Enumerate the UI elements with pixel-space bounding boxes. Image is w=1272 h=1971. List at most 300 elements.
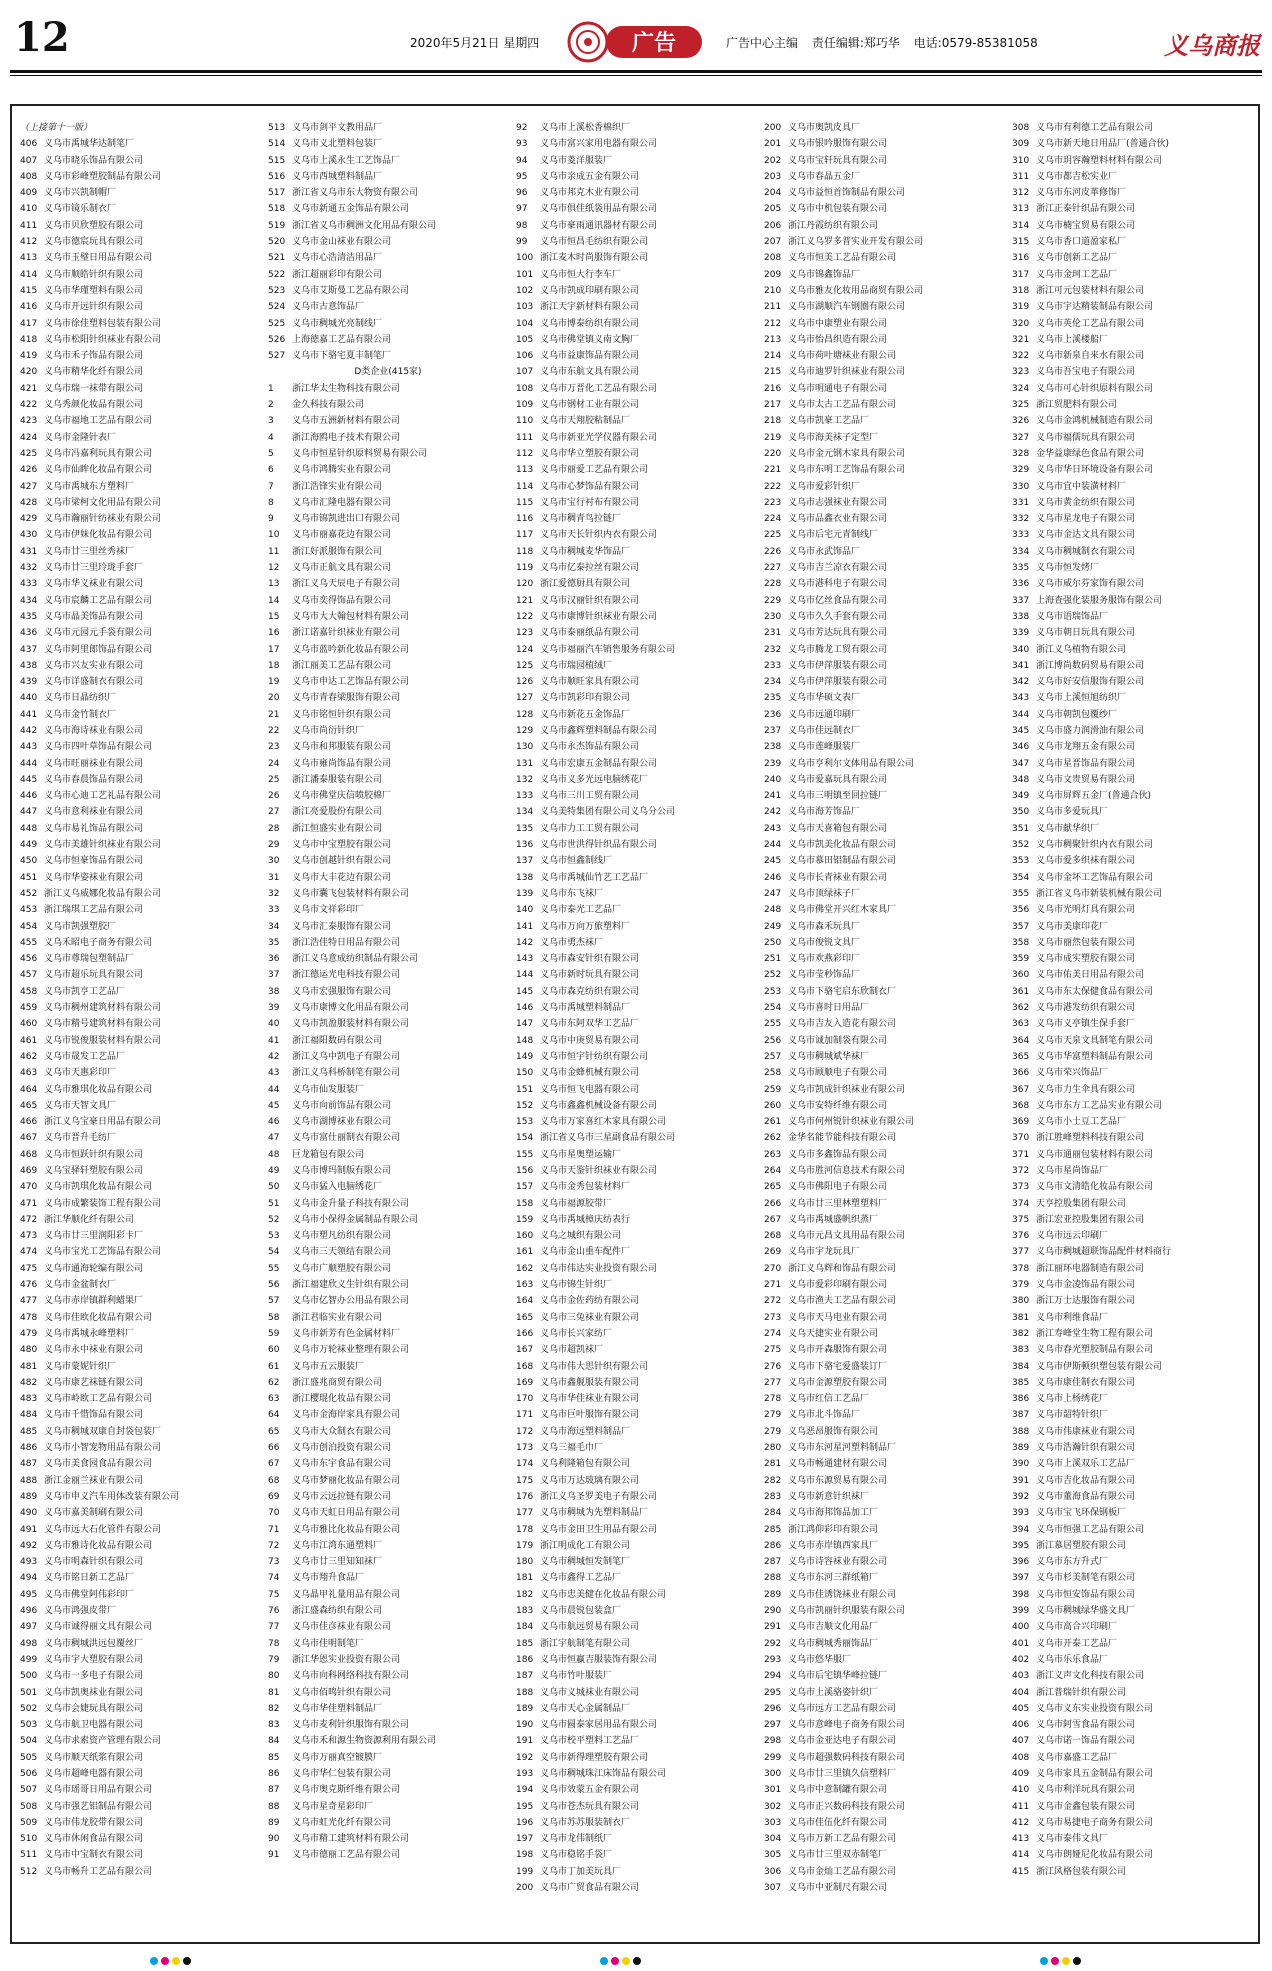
- entry-number: 223: [764, 497, 782, 508]
- entry-number: 175: [516, 1475, 534, 1486]
- company-entry: [764, 609, 1004, 625]
- entry-number: 295: [764, 1687, 782, 1698]
- entry-number: 2: [268, 400, 274, 411]
- company-entry: [516, 544, 756, 560]
- company-name: 义乌市精工建筑材料有限公司: [292, 1834, 410, 1845]
- company-name: 义乌市凯成针织袜业有限公司: [788, 1084, 906, 1095]
- company-name: 义乌市朝日玩具有限公司: [1036, 628, 1136, 639]
- company-entry: [516, 462, 756, 478]
- entry-number: 212: [764, 318, 782, 329]
- company-name: 义乌市仙发服装厂: [292, 1084, 365, 1095]
- entry-number: 264: [764, 1166, 782, 1176]
- company-name: 义乌市尚衍针织厂: [292, 725, 365, 736]
- company-entry: [1012, 1342, 1252, 1358]
- company-entry: [764, 1766, 1004, 1782]
- entry-number: 183: [516, 1606, 534, 1617]
- entry-number: 21: [268, 709, 280, 720]
- entry-number: 436: [20, 628, 38, 639]
- company-entry: [268, 1179, 508, 1195]
- entry-number: 87: [268, 1785, 280, 1796]
- entry-number: 302: [764, 1801, 782, 1812]
- company-name: 义乌市朝凯包覆纱厂: [1036, 709, 1118, 720]
- company-name: 浙江浩锋实业有限公司: [292, 481, 383, 492]
- company-entry: [516, 1114, 756, 1130]
- company-entry: [516, 674, 756, 690]
- entry-number: 472: [20, 1214, 38, 1225]
- company-name: 浙江省义乌市新装机械有限公司: [1036, 888, 1163, 899]
- company-entry: [764, 1065, 1004, 1081]
- company-entry: [20, 576, 260, 592]
- company-entry: [268, 1685, 508, 1701]
- company-name: 义乌市新亚光学仪器有限公司: [540, 432, 658, 443]
- entry-number: 457: [20, 970, 38, 981]
- company-name: 义乌市通海轮编有限公司: [44, 1263, 144, 1274]
- company-entry: [268, 1293, 508, 1309]
- section-heading: D类企业(415家): [354, 367, 422, 378]
- company-name: 义乌市瑞园植绒厂: [540, 660, 613, 671]
- company-name: 义乌市开森服饰有限公司: [788, 1345, 888, 1356]
- company-entry: [20, 446, 260, 462]
- company-name: 义乌市开远针织有限公司: [44, 302, 144, 313]
- company-entry: [764, 1522, 1004, 1538]
- company-name: 义乌市中宝制衣有限公司: [44, 1850, 144, 1861]
- company-name: 浙江万士达服饰有限公司: [1036, 1296, 1136, 1307]
- company-entry: [1012, 1717, 1252, 1733]
- company-name: 浙江义乌罗多普实业开发有限公司: [788, 237, 924, 248]
- entry-number: 481: [20, 1361, 38, 1372]
- company-name: 义乌市天泉文具制笔有限公司: [1036, 1035, 1154, 1046]
- company-name: 义乌市畅升工艺品有限公司: [44, 1866, 153, 1877]
- entry-number: 156: [516, 1166, 534, 1176]
- entry-number: 201: [764, 139, 782, 150]
- entry-number: 465: [20, 1100, 38, 1111]
- entry-number: 369: [1012, 1117, 1030, 1128]
- company-name: 义乌市怡昌织造有限公司: [788, 334, 888, 345]
- company-entry: [1012, 919, 1252, 935]
- company-entry: [20, 1212, 260, 1228]
- company-entry: [764, 625, 1004, 641]
- entry-number: 506: [20, 1768, 38, 1779]
- company-entry: [268, 218, 508, 234]
- company-entry: [516, 837, 756, 853]
- company-name: 义乌市黄金纺织有限公司: [1036, 497, 1136, 508]
- company-entry: [268, 185, 508, 201]
- company-name: 浙江华太生物科技有限公司: [292, 383, 401, 394]
- entry-number: 279: [764, 1426, 782, 1437]
- company-entry: [764, 1228, 1004, 1244]
- company-name: 义乌市天鉴针织袜业有限公司: [540, 1166, 658, 1176]
- company-name: 浙江君临实业有限公司: [292, 1312, 383, 1323]
- page-header: [0, 0, 1272, 86]
- ad-section-icon: [566, 20, 706, 64]
- company-entry: [1012, 1750, 1252, 1766]
- company-entry: [1012, 1424, 1252, 1440]
- company-name: 义乌市万新工艺品有限公司: [788, 1834, 897, 1845]
- entry-number: 514: [268, 139, 286, 150]
- entry-number: 299: [764, 1752, 782, 1763]
- entry-number: 524: [268, 302, 286, 313]
- company-name: 浙江德运光电科技有限公司: [292, 970, 401, 981]
- company-name: 义乌市兴凯制帽厂: [44, 188, 117, 199]
- company-entry: [20, 1342, 260, 1358]
- company-entry: [268, 1033, 508, 1049]
- entry-number: 233: [764, 660, 782, 671]
- entry-number: 146: [516, 1003, 534, 1014]
- entry-number: 525: [268, 318, 286, 329]
- company-entry: [1012, 1016, 1252, 1032]
- company-entry: [516, 1293, 756, 1309]
- company-name: 义乌市稠州建筑材料有限公司: [44, 1003, 162, 1014]
- company-entry: [20, 1114, 260, 1130]
- entry-number: 467: [20, 1133, 38, 1144]
- company-entry: [1012, 1407, 1252, 1423]
- company-entry: [516, 1717, 756, 1733]
- entry-number: 266: [764, 1198, 782, 1209]
- color-dots-center: [600, 1950, 644, 1969]
- entry-number: 429: [20, 514, 38, 525]
- company-entry: [1012, 332, 1252, 348]
- entry-number: 361: [1012, 986, 1030, 997]
- company-name: 义乌市汇隆电器有限公司: [292, 497, 392, 508]
- company-name: 义乌市锦凯进出口有限公司: [292, 514, 401, 525]
- entry-number: 486: [20, 1443, 38, 1454]
- company-name: 义乌市一多电子有限公司: [44, 1671, 144, 1682]
- entry-number: 242: [764, 807, 782, 818]
- company-entry: [20, 756, 260, 772]
- company-entry: [1012, 364, 1252, 380]
- company-entry: [516, 886, 756, 902]
- company-entry: [268, 984, 508, 1000]
- company-name: 义乌市义亭镇生保手套厂: [1036, 1019, 1136, 1030]
- company-entry: [20, 560, 260, 576]
- company-name: 义乌市鸿腾实业有限公司: [292, 465, 392, 476]
- company-name: 义乌市俱佳纸袋用品有限公司: [540, 204, 658, 215]
- company-entry: [516, 1766, 756, 1782]
- company-entry: [764, 267, 1004, 283]
- company-name: 义乌市日晶纺织厂: [44, 693, 117, 704]
- company-entry: [20, 495, 260, 511]
- company-name: 义乌市文祥彩印厂: [292, 905, 365, 916]
- page-number: 12: [14, 14, 70, 61]
- company-entry: [268, 1407, 508, 1423]
- company-name: 义乌市三明镇至回拉链厂: [788, 791, 888, 802]
- entry-number: 372: [1012, 1166, 1030, 1176]
- company-name: 义乌市迪罗针织袜业有限公司: [788, 367, 906, 378]
- company-name: 义乌市恒大行李车厂: [540, 269, 622, 280]
- company-entry: [20, 1310, 260, 1326]
- company-name: 义乌市会婕玩具有限公司: [44, 1703, 144, 1714]
- entry-number: 116: [516, 514, 534, 525]
- entry-number: 131: [516, 758, 534, 769]
- company-name: 浙江福建欣义生针织有限公司: [292, 1280, 410, 1291]
- entry-number: 322: [1012, 351, 1030, 362]
- company-entry: [20, 1375, 260, 1391]
- section-logo: [566, 20, 706, 64]
- entry-number: 153: [516, 1117, 534, 1128]
- entry-number: 337: [1012, 595, 1030, 606]
- company-name: 义乌市苏苏服装制衣厂: [540, 1817, 631, 1828]
- entry-number: 259: [764, 1084, 782, 1095]
- entry-number: 391: [1012, 1475, 1030, 1486]
- company-entry: [1012, 511, 1252, 527]
- company-name: 浙江明成化工有限公司: [540, 1540, 631, 1551]
- entry-number: 338: [1012, 611, 1030, 622]
- company-entry: [20, 397, 260, 413]
- company-name: 义乌市恒美工艺品有限公司: [788, 253, 897, 264]
- entry-number: 247: [764, 888, 782, 899]
- entry-number: 167: [516, 1345, 534, 1356]
- company-name: 义乌市稠城为先塑料制品厂: [540, 1508, 649, 1519]
- entry-number: 318: [1012, 285, 1030, 296]
- company-entry: [516, 772, 756, 788]
- company-name: 义乌市屏辉五金厂(普通合伙): [1036, 791, 1152, 802]
- company-entry: [516, 788, 756, 804]
- company-name: 义乌市都吉松实业厂: [1036, 171, 1118, 182]
- entry-number: 48: [268, 1149, 280, 1160]
- company-entry: [516, 1685, 756, 1701]
- entry-number: 17: [268, 644, 280, 655]
- company-name: 义乌市岭欧工艺品有限公司: [44, 1394, 153, 1405]
- entry-number: 269: [764, 1247, 782, 1258]
- company-name: 义乌市晋升毛纺厂: [44, 1133, 117, 1144]
- company-entry: [1012, 642, 1252, 658]
- company-name: 义乌市远云印刷厂: [1036, 1231, 1109, 1242]
- company-name: 浙江盛兆商贸有限公司: [292, 1377, 383, 1388]
- company-entry: [268, 511, 508, 527]
- company-entry: [516, 625, 756, 641]
- entry-number: 515: [268, 155, 286, 166]
- entry-number: 237: [764, 725, 782, 736]
- company-name: 义乌市超强数码科技有限公司: [788, 1752, 906, 1763]
- company-name: 义乌市尊瑞包塑制品厂: [44, 954, 135, 965]
- company-entry: [20, 348, 260, 364]
- company-entry: [20, 1244, 260, 1260]
- entry-number: 31: [268, 872, 280, 883]
- company-entry: [20, 723, 260, 739]
- entry-number: 420: [20, 367, 38, 378]
- company-name: 义乌市朗娅尼化妆品有限公司: [1036, 1850, 1154, 1861]
- entry-number: 181: [516, 1573, 534, 1584]
- entry-number: 470: [20, 1182, 38, 1193]
- company-entry: [20, 1782, 260, 1798]
- entry-number: 125: [516, 660, 534, 671]
- company-name: 义乌市蓝吟新化妆品有限公司: [292, 644, 410, 655]
- company-name: 义乌市万丽真空镀膜厂: [292, 1752, 383, 1763]
- company-entry: [764, 1636, 1004, 1652]
- entry-number: 170: [516, 1394, 534, 1405]
- entry-number: 244: [764, 840, 782, 851]
- company-entry: [764, 1277, 1004, 1293]
- company-name: 义乌市禾和源生物资源利用有限公司: [292, 1736, 437, 1747]
- entry-number: 195: [516, 1801, 534, 1812]
- company-entry: [516, 1130, 756, 1146]
- entry-number: 93: [516, 139, 528, 150]
- company-name: 义乌市恒飞电器有限公司: [540, 1084, 640, 1095]
- company-entry: [1012, 1212, 1252, 1228]
- company-entry: [268, 283, 508, 299]
- company-name: 义乌市万轮袜业整理有限公司: [292, 1345, 410, 1356]
- company-entry: [1012, 348, 1252, 364]
- company-name: 义乌市博玛制版有限公司: [292, 1166, 392, 1176]
- company-entry: [268, 1016, 508, 1032]
- company-name: 义乌市金山重车配件厂: [540, 1247, 631, 1258]
- company-entry: [20, 1831, 260, 1847]
- company-entry: [764, 1147, 1004, 1163]
- company-name: 义乌市恒星针织原料贸易有限公司: [292, 448, 428, 459]
- company-name: 义乌市晨锐包装盒厂: [540, 1606, 622, 1617]
- company-name: 义乌市大丰花边有限公司: [292, 872, 392, 883]
- yellow-dot-icon: [1062, 1957, 1070, 1965]
- company-entry: [20, 984, 260, 1000]
- entry-number: 187: [516, 1671, 534, 1682]
- entry-number: 9: [268, 514, 274, 525]
- company-entry: [268, 495, 508, 511]
- company-name: 义乌市金秀包装材料厂: [540, 1182, 631, 1193]
- entry-number: 159: [516, 1214, 534, 1225]
- company-name: 浙江义乌威娜化妆品有限公司: [44, 888, 162, 899]
- entry-number: 258: [764, 1068, 782, 1079]
- company-entry: [764, 1114, 1004, 1130]
- entry-number: 140: [516, 905, 534, 916]
- company-entry: [1012, 951, 1252, 967]
- company-name: 义乌市力生伞具有限公司: [1036, 1084, 1136, 1095]
- company-entry: [1012, 1815, 1252, 1831]
- company-name: 义乌市天翔胶粘制品厂: [540, 416, 631, 427]
- entry-number: 315: [1012, 237, 1030, 248]
- company-entry: [1012, 886, 1252, 902]
- company-entry: [764, 364, 1004, 380]
- entry-number: 501: [20, 1687, 38, 1698]
- company-name: 义乌市诺一饰品有限公司: [1036, 1736, 1136, 1747]
- entry-number: 113: [516, 465, 534, 476]
- company-entry: [516, 1196, 756, 1212]
- company-entry: [20, 1000, 260, 1016]
- company-name: 浙江宏亚控股集团有限公司: [1036, 1214, 1145, 1225]
- entry-number: 277: [764, 1377, 782, 1388]
- company-entry: [20, 1603, 260, 1619]
- entry-number: 367: [1012, 1084, 1030, 1095]
- entry-number: 14: [268, 595, 280, 606]
- editor-line: 广告中心主编: [726, 36, 799, 50]
- company-entry: [20, 772, 260, 788]
- company-entry: [20, 1228, 260, 1244]
- company-entry: [20, 544, 260, 560]
- company-name: 义乌市东源贸易有限公司: [788, 1475, 888, 1486]
- company-entry: [268, 1489, 508, 1505]
- company-name: 义乌市乐乐食品厂: [1036, 1654, 1109, 1665]
- company-entry: [1012, 1196, 1252, 1212]
- company-name: 浙江福阳数码有限公司: [292, 1035, 383, 1046]
- entry-number: 200: [764, 123, 782, 133]
- masthead: 义乌商报: [1164, 31, 1260, 60]
- company-entry: [516, 1489, 756, 1505]
- company-name: 义乌市佳欧化妆品有限公司: [44, 1312, 153, 1323]
- company-entry: [516, 1473, 756, 1489]
- company-entry: [764, 446, 1004, 462]
- company-name: 义乌市中庚贸易有限公司: [540, 1035, 640, 1046]
- entry-number: 388: [1012, 1426, 1030, 1437]
- entry-number: 83: [268, 1720, 280, 1731]
- company-entry: [516, 234, 756, 250]
- entry-number: 253: [764, 986, 782, 997]
- entry-number: 66: [268, 1443, 280, 1454]
- company-entry: [20, 479, 260, 495]
- entry-number: 129: [516, 725, 534, 736]
- company-name: 义乌市创新工艺品厂: [1036, 253, 1118, 264]
- company-entry: [1012, 1261, 1252, 1277]
- company-entry: [764, 136, 1004, 152]
- entry-number: 55: [268, 1263, 280, 1274]
- company-entry: [1012, 462, 1252, 478]
- entry-number: 213: [764, 334, 782, 345]
- entry-number: 447: [20, 807, 38, 818]
- company-entry: [268, 1750, 508, 1766]
- company-entry: [764, 1375, 1004, 1391]
- company-entry: [764, 658, 1004, 674]
- company-name: 义乌市冯嘉利玩具有限公司: [44, 448, 153, 459]
- entry-number: 350: [1012, 807, 1030, 818]
- entry-number: 487: [20, 1459, 38, 1470]
- company-name: 义乌市金鑫包装有限公司: [1036, 1801, 1136, 1812]
- company-name: 义乌市通丽包装材料有限公司: [1036, 1149, 1154, 1160]
- entry-number: 419: [20, 351, 38, 362]
- company-entry: [516, 1375, 756, 1391]
- company-entry: [516, 316, 756, 332]
- company-name: 义乌市苍杰玩具有限公司: [540, 1801, 640, 1812]
- company-name: 义乌市东河三群纸箱厂: [788, 1573, 879, 1584]
- company-entry: [20, 511, 260, 527]
- entry-number: 33: [268, 905, 280, 916]
- entry-number: 293: [764, 1654, 782, 1665]
- company-name: 浙江义乌植物有限公司: [1036, 644, 1127, 655]
- company-name: 义乌市丽爱工艺品有限公司: [540, 465, 649, 476]
- company-name: 义乌市金源塑胶有限公司: [788, 1377, 888, 1388]
- company-name: 义乌市精华化纤有限公司: [44, 367, 144, 378]
- entry-number: 354: [1012, 872, 1030, 883]
- entry-number: 290: [764, 1606, 782, 1617]
- company-name: 义乌市佑美日用品有限公司: [1036, 970, 1145, 981]
- entry-number: 86: [268, 1768, 280, 1779]
- company-name: 义乌市佳诱饶袜业有限公司: [788, 1589, 897, 1600]
- entry-number: 276: [764, 1361, 782, 1372]
- entry-number: 193: [516, 1768, 534, 1779]
- company-name: 义乌市天智文具厂: [44, 1100, 117, 1111]
- company-name: 义乌市红信工艺品厂: [788, 1394, 870, 1405]
- entry-number: 368: [1012, 1100, 1030, 1111]
- company-entry: [764, 1717, 1004, 1733]
- company-name: 义乌市多鑫饰品有限公司: [788, 1149, 888, 1160]
- company-name: 义乌市嘉盛工艺品厂: [1036, 1752, 1118, 1763]
- entry-number: 462: [20, 1051, 38, 1062]
- company-name: 义乌市海美袜子定型厂: [788, 432, 879, 443]
- company-name: 义乌市鑫辉塑料制品有限公司: [540, 725, 658, 736]
- black-dot-icon: [1073, 1957, 1081, 1965]
- print-registration-marks: [0, 1950, 1272, 1966]
- entry-number: 454: [20, 921, 38, 932]
- company-entry: [764, 1864, 1004, 1880]
- entry-number: 154: [516, 1133, 534, 1144]
- company-name: 义乌市伟大思针织有限公司: [540, 1361, 649, 1372]
- company-name: 义乌市英伦工艺品有限公司: [1036, 318, 1145, 329]
- entry-number: 359: [1012, 954, 1030, 965]
- company-name: 义乌市晟发工艺品厂: [44, 1051, 126, 1062]
- entry-number: 473: [20, 1231, 38, 1242]
- contact-phone: 电话:0579-85381058: [913, 36, 1038, 50]
- company-name: 义乌市稠城珠江床饰品有限公司: [540, 1768, 667, 1779]
- company-entry: [764, 153, 1004, 169]
- company-name: 浙江胜峰塑料科技有限公司: [1036, 1133, 1145, 1144]
- company-name: 义乌市雅诗化妆品有限公司: [44, 1540, 153, 1551]
